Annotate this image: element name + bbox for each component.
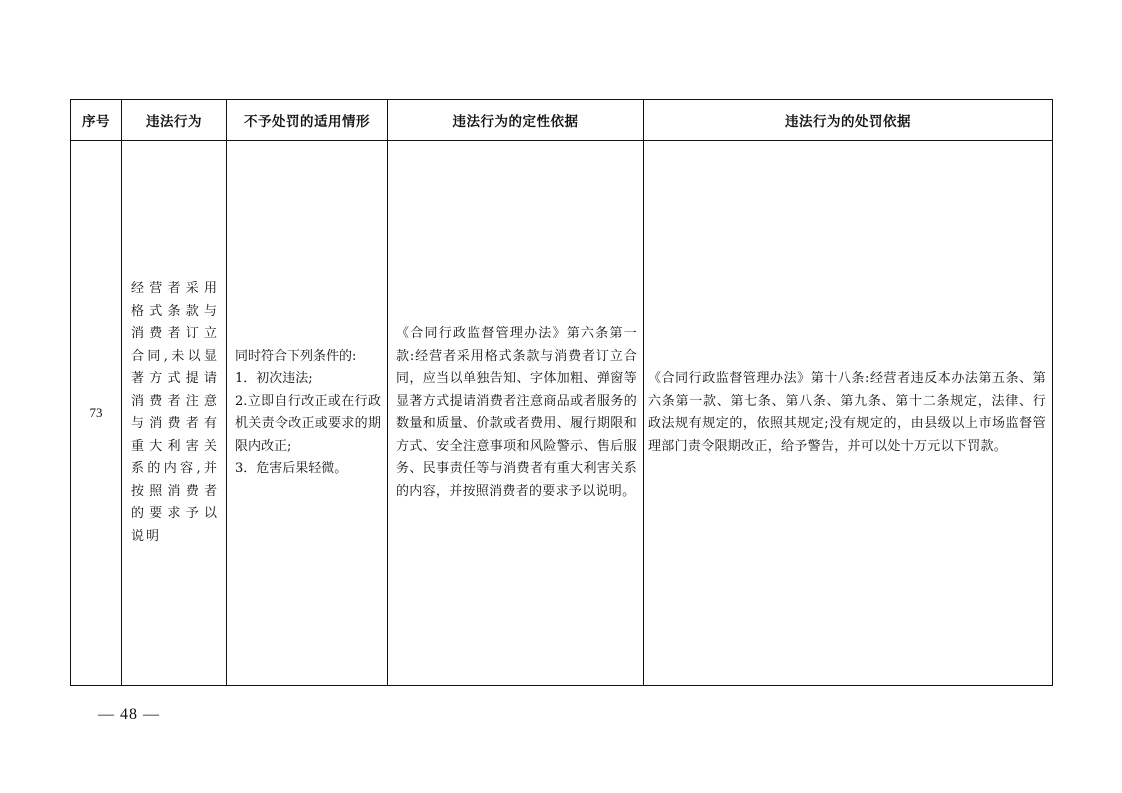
violation-act-cell: [122, 141, 227, 686]
regulation-table: [70, 99, 1053, 686]
exclusion-item-1: 1．初次违法;: [235, 371, 313, 386]
exclusion-item-3: 3．危害后果轻微。: [235, 461, 348, 476]
header-basis: 违法行为的定性依据: [388, 100, 644, 141]
exclusion-intro: 同时符合下列条件的:: [235, 348, 357, 364]
exclusion-item-2: 2.立即自行改正或在行政机关责令改正或要求的期限内改正;: [235, 393, 381, 454]
penalty-basis-cell: [644, 141, 1053, 686]
penalty-basis-text: 《合同行政监督管理办法》第十八条:经营者违反本办法第五条、第六条第一款、第七条、第八条、第九条、第十二条规定，法律、行政法规有规定的，依照其规定;没有规定的，由县级以上市场监督管理部门责令限期改正，给予警告，并可以处十万元以下罚款。: [648, 371, 1046, 454]
exclusion-text: [227, 346, 387, 481]
qualitative-basis-text: 《合同行政监督管理办法》第六条第一款:经营者采用格式条款与消费者订立合同，应当以单独告知、字体加粗、弹窗等显著方式提请消费者注意商品或者服务的数量和质量、价款或者费用、履行期限和方式、安全注意事项和风险警示、售后服务、民事责任等与消费者有重大利害关系的内容，并按照消费者的要求予以说明。: [396, 326, 637, 499]
exclusion-cell: [227, 141, 388, 686]
violation-act-text: 经营者采用格式条款与消费者订立合同,未以显著方式提请消费者注意与消费者有重大利害关系的内容,并按照消费者的要求予以说明: [131, 281, 219, 544]
header-act: 违法行为: [122, 100, 227, 141]
row-number: 73: [71, 141, 122, 686]
header-exclusion: 不予处罚的适用情形: [227, 100, 388, 141]
header-no: 序号: [71, 100, 122, 141]
header-penalty: 违法行为的处罚依据: [644, 100, 1053, 141]
table-header-row: [71, 100, 1053, 141]
qualitative-basis-cell: [388, 141, 644, 686]
table-row: [71, 141, 1053, 686]
page-number: — 48 —: [98, 706, 160, 723]
